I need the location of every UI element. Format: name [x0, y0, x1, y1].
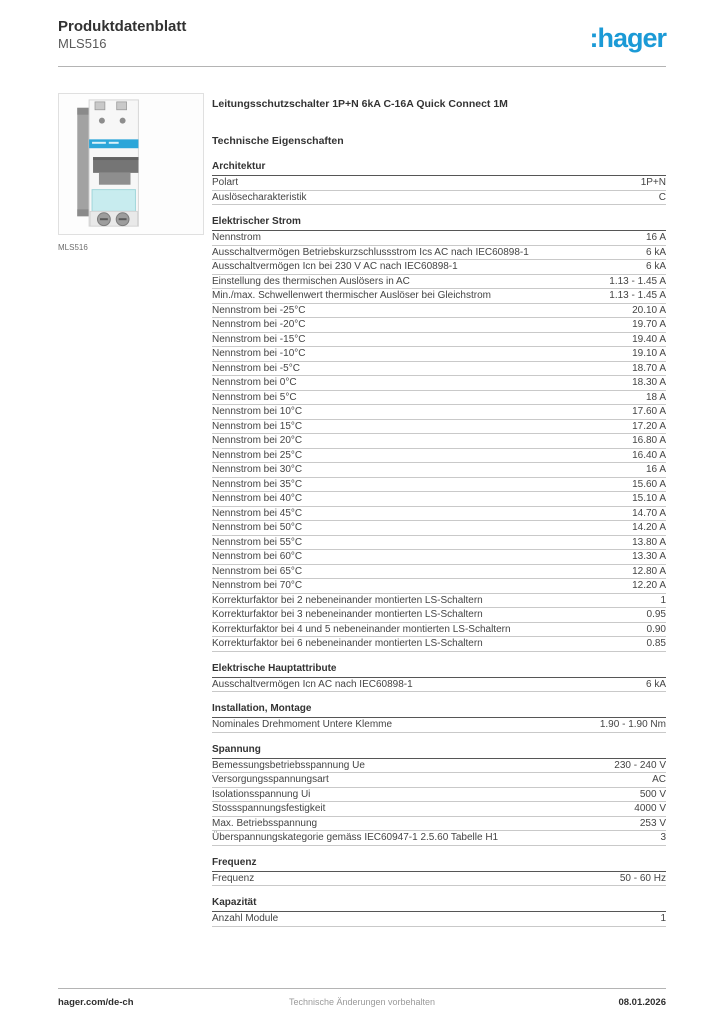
spec-row [212, 449, 666, 464]
product-image-caption: MLS516 [58, 243, 88, 252]
spec-row-value: 13.80 A [632, 536, 666, 548]
spec-row-label: Nennstrom [212, 232, 261, 244]
spec-section [212, 662, 666, 693]
spec-row-label: Nennstrom bei 0°C [212, 377, 297, 389]
spec-row-label: Nennstrom bei -15°C [212, 333, 306, 345]
spec-row [212, 759, 666, 774]
spec-row-label: Nennstrom bei 25°C [212, 449, 303, 461]
spec-row-value: 1P+N [640, 177, 666, 189]
footer-note: Technische Änderungen vorbehalten [288, 997, 436, 1007]
spec-row [212, 304, 666, 319]
spec-row-label: Ausschaltvermögen Icn bei 230 V AC nach IEC60898-1 [212, 261, 458, 273]
spec-row [212, 536, 666, 551]
spec-row-label: Nennstrom bei 70°C [212, 580, 303, 592]
spec-row-label: Min./max. Schwellenwert thermischer Auslöser bei Gleichstrom [212, 290, 491, 302]
spec-row-label: Korrekturfaktor bei 3 nebeneinander montierten LS-Schaltern [212, 609, 483, 621]
spec-section-title: Installation, Montage [212, 702, 666, 718]
spec-row [212, 191, 666, 206]
spec-row-label: Nennstrom bei 5°C [212, 391, 297, 403]
spec-row-label: Nennstrom bei -25°C [212, 304, 306, 316]
spec-row-label: Nennstrom bei 50°C [212, 522, 303, 534]
spec-row-value: 12.20 A [632, 580, 666, 592]
spec-row-value: 19.70 A [632, 319, 666, 331]
spec-row-value: 19.10 A [632, 348, 666, 360]
spec-row-value: 16.40 A [632, 449, 666, 461]
spec-row-label: Nennstrom bei -5°C [212, 362, 300, 374]
spec-row-label: Nominales Drehmoment Untere Klemme [212, 719, 393, 731]
spec-row-value: 50 - 60 Hz [619, 872, 666, 884]
spec-row-value: 1.13 - 1.45 A [609, 275, 666, 287]
spec-section-rows [212, 872, 666, 887]
spec-row-value: 4000 V [634, 803, 666, 815]
spec-row-label: Nennstrom bei 10°C [212, 406, 303, 418]
spec-row [212, 318, 666, 333]
spec-row-value: 12.80 A [632, 565, 666, 577]
spec-row-label: Versorgungsspannungsart [212, 774, 329, 786]
spec-row [212, 550, 666, 565]
spec-row-label: Stossspannungsfestigkeit [212, 803, 326, 815]
spec-row-value: 15.60 A [632, 478, 666, 490]
document-titles [58, 18, 186, 53]
hager-logo: :hager [589, 23, 666, 53]
header-divider [58, 66, 666, 67]
spec-row-value: 0.95 [646, 609, 666, 621]
footer [58, 997, 666, 1008]
footer-website-link[interactable]: hager.com/de-ch [58, 997, 134, 1008]
spec-row-value: 19.40 A [632, 333, 666, 345]
spec-section-rows [212, 718, 666, 733]
spec-row-label: Korrekturfaktor bei 6 nebeneinander montierten LS-Schaltern [212, 638, 483, 650]
spec-row [212, 391, 666, 406]
spec-row-label: Einstellung des thermischen Auslösers in AC [212, 275, 410, 287]
spec-row [212, 912, 666, 927]
spec-row [212, 463, 666, 478]
spec-row-value: 17.60 A [632, 406, 666, 418]
spec-row [212, 872, 666, 887]
spec-row-value: 6 kA [645, 246, 666, 258]
spec-row-label: Auslösecharakteristik [212, 191, 307, 203]
spec-row [212, 521, 666, 536]
spec-row-value: 1 [660, 913, 666, 925]
spec-row-label: Nennstrom bei -20°C [212, 319, 306, 331]
spec-row [212, 608, 666, 623]
spec-row-label: Nennstrom bei 15°C [212, 420, 303, 432]
footer-divider [58, 988, 666, 989]
spec-section [212, 215, 666, 652]
spec-row [212, 831, 666, 846]
footer-date: 08.01.2026 [618, 997, 666, 1008]
spec-row-value: 1.90 - 1.90 Nm [599, 719, 666, 731]
spec-section [212, 702, 666, 733]
spec-section-rows [212, 678, 666, 693]
main-content [58, 93, 666, 927]
spec-section [212, 896, 666, 927]
spec-section-rows [212, 231, 666, 652]
spec-row [212, 376, 666, 391]
spec-row [212, 347, 666, 362]
spec-row-value: 20.10 A [632, 304, 666, 316]
spec-row [212, 492, 666, 507]
spec-row [212, 817, 666, 832]
spec-row-label: Isolationsspannung Ui [212, 788, 311, 800]
spec-row [212, 260, 666, 275]
spec-section [212, 160, 666, 205]
spec-section [212, 743, 666, 846]
spec-row-label: Korrekturfaktor bei 4 und 5 nebeneinander montierten LS-Schaltern [212, 623, 511, 635]
spec-section-title: Elektrische Hauptattribute [212, 662, 666, 678]
spec-row-value: 14.20 A [632, 522, 666, 534]
spec-row [212, 420, 666, 435]
specs-title: Technische Eigenschaften [212, 135, 344, 147]
spec-row-label: Korrekturfaktor bei 2 nebeneinander montierten LS-Schaltern [212, 594, 483, 606]
spec-row-label: Nennstrom bei 30°C [212, 464, 303, 476]
spec-row-label: Bemessungsbetriebsspannung Ue [212, 759, 365, 771]
spec-row-label: Anzahl Module [212, 913, 279, 925]
spec-row-value: 16.80 A [632, 435, 666, 447]
spec-row [212, 362, 666, 377]
spec-row [212, 275, 666, 290]
spec-row [212, 333, 666, 348]
spec-section-title: Spannung [212, 743, 666, 759]
spec-row-value: 15.10 A [632, 493, 666, 505]
product-image [58, 93, 204, 235]
spec-row-label: Nennstrom bei 65°C [212, 565, 303, 577]
spec-section-title: Frequenz [212, 856, 666, 872]
spec-row-label: Frequenz [212, 872, 255, 884]
spec-row-label: Nennstrom bei 45°C [212, 507, 303, 519]
spec-row-value: 18.30 A [632, 377, 666, 389]
spec-row-value: 230 - 240 V [614, 759, 666, 771]
document-header [58, 18, 666, 54]
spec-row-value: 13.30 A [632, 551, 666, 563]
spec-section-rows [212, 912, 666, 927]
circuit-breaker-illustration [59, 94, 203, 234]
spec-row [212, 565, 666, 580]
spec-row-value: 16 A [645, 232, 666, 244]
spec-row-value: 0.90 [646, 623, 666, 635]
spec-section [212, 856, 666, 887]
spec-row-value: 6 kA [645, 261, 666, 273]
spec-row-label: Nennstrom bei 60°C [212, 551, 303, 563]
spec-row [212, 176, 666, 191]
spec-row [212, 788, 666, 803]
spec-row-label: Nennstrom bei 55°C [212, 536, 303, 548]
spec-row [212, 507, 666, 522]
spec-row-value: 1.13 - 1.45 A [609, 290, 666, 302]
spec-row-value: 16 A [645, 464, 666, 476]
spec-row-label: Ausschaltvermögen Betriebskurzschlussstrom Ics AC nach IEC60898-1 [212, 246, 529, 258]
spec-column [212, 93, 666, 927]
spec-row [212, 678, 666, 693]
spec-row-value: 1 [660, 594, 666, 606]
spec-row-label: Ausschaltvermögen Icn AC nach IEC60898-1 [212, 678, 413, 690]
image-column [58, 93, 204, 927]
spec-row-label: Max. Betriebsspannung [212, 817, 318, 829]
spec-row [212, 579, 666, 594]
spec-section-rows [212, 759, 666, 846]
spec-row [212, 231, 666, 246]
spec-row-value: 253 V [639, 817, 666, 829]
spec-row [212, 802, 666, 817]
spec-row-label: Polart [212, 177, 239, 189]
spec-row [212, 289, 666, 304]
spec-section-title: Elektrischer Strom [212, 215, 666, 231]
spec-row-label: Nennstrom bei 20°C [212, 435, 303, 447]
spec-row-value: 18.70 A [632, 362, 666, 374]
spec-section-title: Architektur [212, 160, 666, 176]
spec-section-title: Kapazität [212, 896, 666, 912]
spec-row-label: Nennstrom bei 35°C [212, 478, 303, 490]
spec-section-rows [212, 176, 666, 205]
spec-row [212, 478, 666, 493]
page-title: Produktdatenblatt [58, 18, 187, 35]
spec-row-value: 17.20 A [632, 420, 666, 432]
spec-row-value: 18 A [645, 391, 666, 403]
spec-row-value: 14.70 A [632, 507, 666, 519]
spec-row [212, 405, 666, 420]
spec-row [212, 623, 666, 638]
spec-row [212, 718, 666, 733]
spec-row-label: Nennstrom bei 40°C [212, 493, 303, 505]
spec-row [212, 594, 666, 609]
spec-row [212, 246, 666, 261]
spec-row-value: C [658, 191, 666, 203]
spec-sections [212, 160, 666, 927]
spec-row [212, 773, 666, 788]
spec-row [212, 637, 666, 652]
spec-row-value: AC [652, 774, 666, 786]
spec-row-label: Nennstrom bei -10°C [212, 348, 306, 360]
product-reference: MLS516 [58, 36, 107, 51]
spec-row-value: 0.85 [646, 638, 666, 650]
spec-row-value: 6 kA [645, 678, 666, 690]
spec-row-value: 500 V [639, 788, 666, 800]
spec-row [212, 434, 666, 449]
product-name: Leitungsschutzschalter 1P+N 6kA C-16A Quick Connect 1M [212, 98, 508, 110]
spec-row-value: 3 [660, 832, 666, 844]
spec-row-label: Überspannungskategorie gemäss IEC60947-1 2.5.60 Tabelle H1 [212, 832, 499, 844]
